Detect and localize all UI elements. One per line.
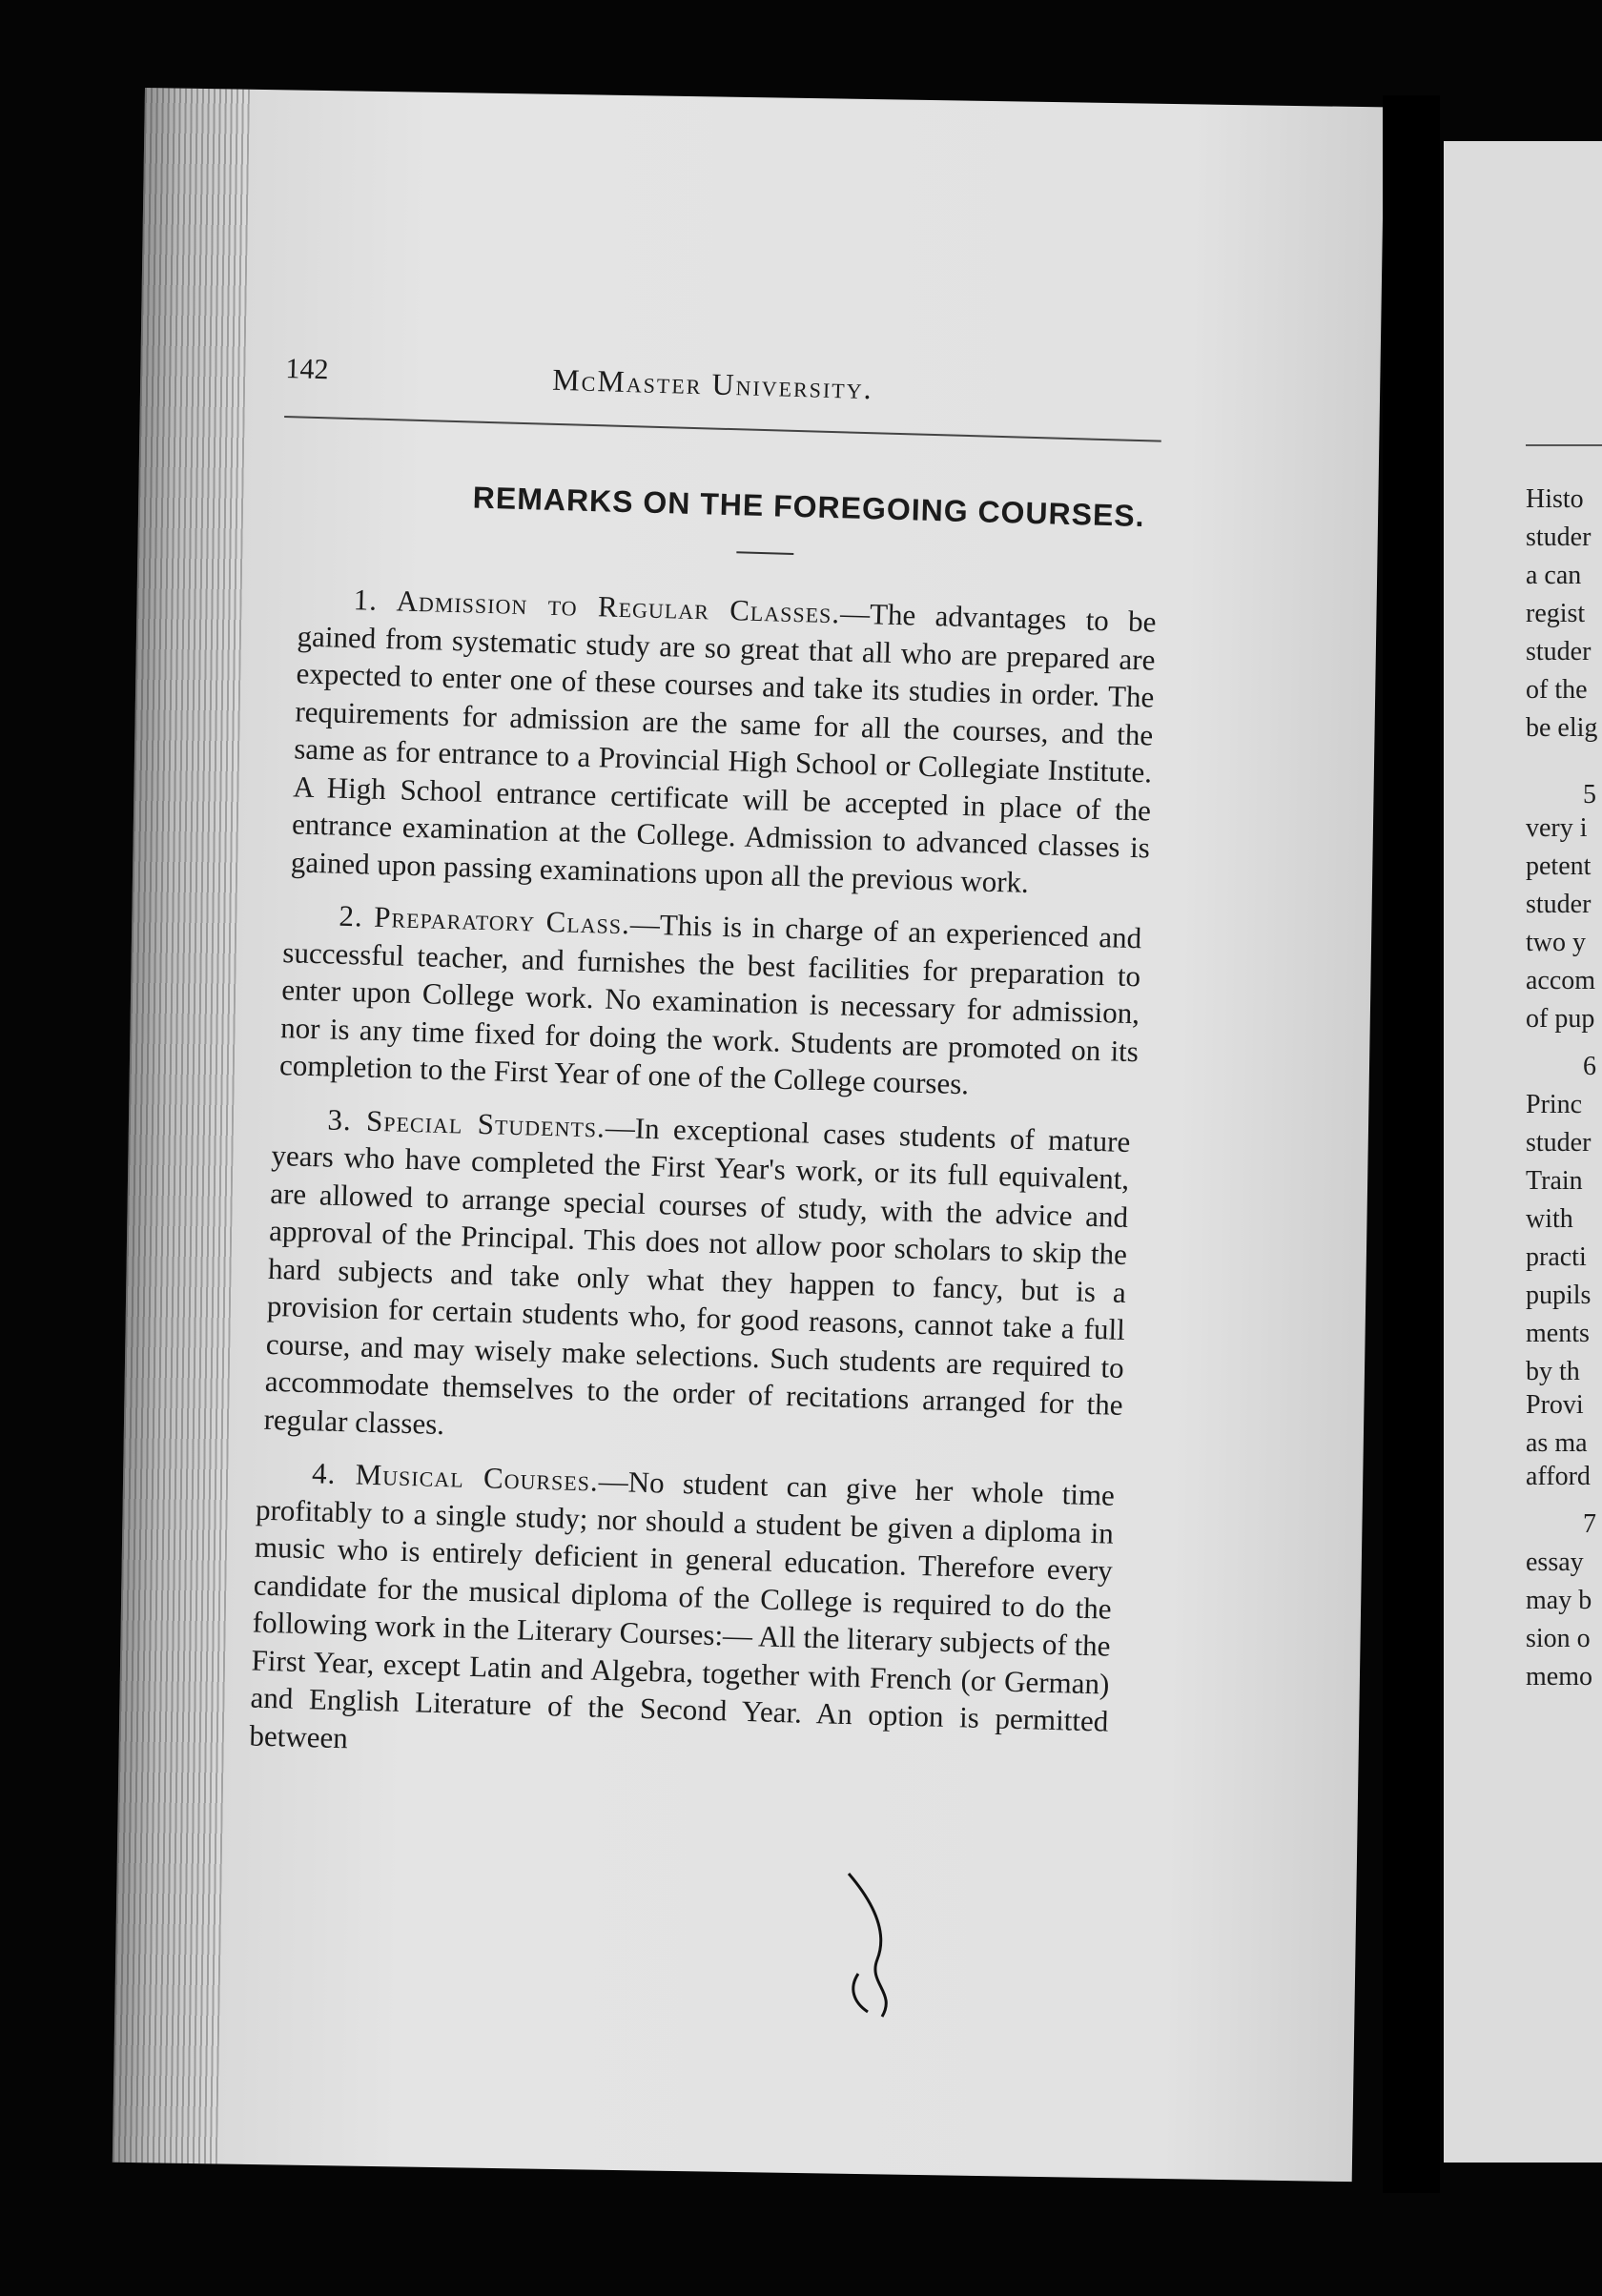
right-page-line: two y xyxy=(1526,928,1586,957)
paragraph-lead: 3. Special Students. xyxy=(327,1102,606,1144)
right-page-line: regist xyxy=(1526,599,1586,628)
right-page-line: be elig xyxy=(1526,713,1598,743)
right-page-line: practi xyxy=(1526,1242,1587,1272)
paragraph-lead: 2. Preparatory Class. xyxy=(339,898,631,941)
right-page-line: very i xyxy=(1526,813,1588,843)
right-page-line: 5 xyxy=(1583,780,1596,810)
paragraph-text: —No student can give her whole time profitably to a single study; nor should a student be given a diploma in music who is entirely deficient in general education. Therefore every candidate for the musical diploma of the College is required to do the following work in the Literary Courses:— All the literary subjects of the First Year, except Latin and Algebra, together with French (or German) and English Literature of the Second Year. An option is permitted between xyxy=(249,1464,1116,1754)
book-gutter xyxy=(1383,95,1440,2193)
right-page-line: Histo xyxy=(1526,484,1584,514)
paragraph-admission xyxy=(291,579,1157,904)
right-page-line: studer xyxy=(1526,1128,1592,1158)
running-title: McMaster University. xyxy=(551,361,874,406)
right-page-line: Train xyxy=(1526,1166,1583,1196)
right-page-line: 6 xyxy=(1583,1052,1596,1081)
section-heading: REMARKS ON THE FOREGOING COURSES. xyxy=(472,480,1146,534)
paragraph-special-students xyxy=(263,1098,1131,1461)
right-page-line: afford xyxy=(1526,1462,1591,1491)
paragraph-musical-courses xyxy=(249,1453,1115,1778)
right-page-line: as ma xyxy=(1526,1428,1588,1458)
right-page-line: memo xyxy=(1526,1662,1592,1691)
right-page-line: petent xyxy=(1526,851,1592,881)
right-page-line: Princ xyxy=(1526,1090,1583,1119)
right-page-line: accom xyxy=(1526,966,1596,995)
right-page-line: of pup xyxy=(1526,1004,1595,1034)
paragraph-text: —This is in charge of an experienced and successful teacher, and furnishes the best facilities for preparation to enter upon College work. No examination is necessary for admission, nor is any time fixed for doing the work. Students are promoted on its completion to the First Year of one of the College courses. xyxy=(278,907,1142,1101)
paragraph-lead: 1. Admission to Regular Classes. xyxy=(353,583,841,630)
pen-annotation-mark xyxy=(839,1869,915,2021)
left-page-content xyxy=(247,353,1311,1797)
right-page-line: 7 xyxy=(1583,1509,1596,1539)
right-page-line: pupils xyxy=(1526,1281,1592,1310)
right-page-line: ments xyxy=(1526,1319,1590,1348)
right-page-line: of the xyxy=(1526,675,1588,705)
right-page-line: sion o xyxy=(1526,1624,1591,1653)
right-page-line: a can xyxy=(1526,561,1582,590)
right-page-line: by th xyxy=(1526,1357,1580,1386)
right-page-line: studer xyxy=(1526,523,1592,552)
right-page-line: essay xyxy=(1526,1548,1584,1577)
heading-divider xyxy=(736,551,793,555)
paragraph-preparatory xyxy=(279,895,1142,1108)
right-page-header-rule xyxy=(1526,444,1602,446)
paragraph-text: —The advantages to be gained from systematic study are so great that all who are prepared are expected to enter one of these courses and take its studies in order. The requirements for admission are the same for all the courses, and the same as for entrance to a Provincial High School or Collegiate Institute. A High School entrance certificate will be accepted in place of the entrance examination at the College. Admission to advanced classes is gained upon passing examinations upon all the previous work. xyxy=(290,596,1157,899)
right-page-line: Provi xyxy=(1526,1390,1584,1420)
right-page-line: studer xyxy=(1526,637,1592,666)
page-number: 142 xyxy=(285,353,329,386)
right-page-line: studer xyxy=(1526,890,1592,919)
paragraph-lead: 4. Musical Courses. xyxy=(311,1456,600,1498)
right-page-line: may b xyxy=(1526,1586,1592,1615)
right-page-line: with xyxy=(1526,1204,1573,1234)
paragraph-text: —In exceptional cases students of mature years who have completed the First Year's work, or its full equivalent, are allowed to arrange special courses of study, with the advice and approval of the Principal. This does not allow poor scholars to skip the hard subjects and take only what they happen to fancy, but is a provision for certain students who, for good reasons, cannot take a full course, and may wisely make selections. Such students are required to accommodate themselves to the order of recitations arranged for the regular classes. xyxy=(263,1110,1131,1441)
